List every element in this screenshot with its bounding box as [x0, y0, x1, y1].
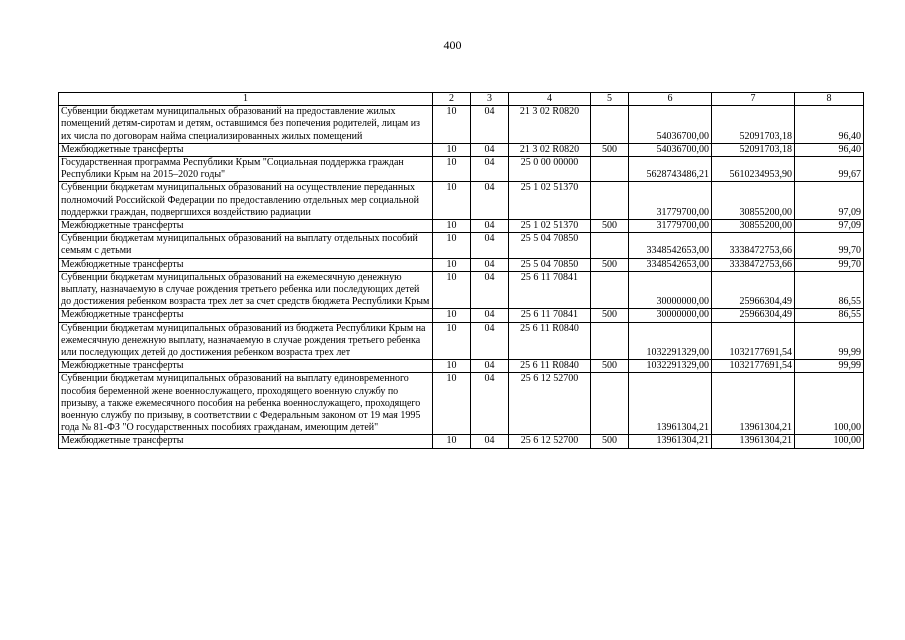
table-row [59, 258, 864, 271]
header-cell: 1 [59, 93, 433, 106]
executed-amount-cell: 52091703,18 [712, 143, 795, 156]
section-cell: 10 [433, 143, 471, 156]
name-cell: Государственная программа Республики Крым "Социальная поддержка граждан Республики Крым на 2015–2020 годы" [59, 157, 433, 182]
plan-amount-cell: 1032291329,00 [629, 322, 712, 360]
budget-table [58, 92, 864, 449]
subsection-cell: 04 [471, 182, 509, 220]
table-row [59, 322, 864, 360]
percent-cell: 100,00 [795, 435, 864, 448]
section-cell: 10 [433, 157, 471, 182]
table-row [59, 220, 864, 233]
plan-amount-cell: 31779700,00 [629, 220, 712, 233]
subsection-cell: 04 [471, 309, 509, 322]
header-cell: 5 [591, 93, 629, 106]
plan-amount-cell: 54036700,00 [629, 143, 712, 156]
subsection-cell: 04 [471, 233, 509, 258]
section-cell: 10 [433, 220, 471, 233]
name-cell: Межбюджетные трансферты [59, 360, 433, 373]
table-row [59, 143, 864, 156]
subsection-cell: 04 [471, 373, 509, 435]
section-cell: 10 [433, 373, 471, 435]
subsection-cell: 04 [471, 435, 509, 448]
target-article-cell: 25 0 00 00000 [509, 157, 591, 182]
plan-amount-cell: 1032291329,00 [629, 360, 712, 373]
subsection-cell: 04 [471, 106, 509, 144]
executed-amount-cell: 13961304,21 [712, 373, 795, 435]
percent-cell: 97,09 [795, 220, 864, 233]
percent-cell: 86,55 [795, 271, 864, 309]
plan-amount-cell: 54036700,00 [629, 106, 712, 144]
name-cell: Субвенции бюджетам муниципальных образований на осуществление переданных полномочий Российской Федерации по предоставлению отдельных мер социальной поддержки граждан, подвергшихся воздействию радиации [59, 182, 433, 220]
target-article-cell: 25 6 12 52700 [509, 373, 591, 435]
target-article-cell: 25 1 02 51370 [509, 220, 591, 233]
expense-type-cell [591, 233, 629, 258]
table-row [59, 435, 864, 448]
subsection-cell: 04 [471, 258, 509, 271]
table-row [59, 106, 864, 144]
expense-type-cell: 500 [591, 360, 629, 373]
percent-cell: 99,99 [795, 360, 864, 373]
subsection-cell: 04 [471, 271, 509, 309]
page-number: 400 [443, 38, 462, 52]
expense-type-cell: 500 [591, 435, 629, 448]
section-cell: 10 [433, 182, 471, 220]
executed-amount-cell: 30855200,00 [712, 220, 795, 233]
table-row [59, 360, 864, 373]
subsection-cell: 04 [471, 157, 509, 182]
table-row [59, 157, 864, 182]
plan-amount-cell: 31779700,00 [629, 182, 712, 220]
expense-type-cell [591, 157, 629, 182]
executed-amount-cell: 52091703,18 [712, 106, 795, 144]
expense-type-cell: 500 [591, 309, 629, 322]
section-cell: 10 [433, 435, 471, 448]
table-header-row [59, 93, 864, 106]
table-row [59, 373, 864, 435]
expense-type-cell [591, 373, 629, 435]
executed-amount-cell: 3338472753,66 [712, 258, 795, 271]
table-row [59, 233, 864, 258]
expense-type-cell: 500 [591, 220, 629, 233]
plan-amount-cell: 3348542653,00 [629, 258, 712, 271]
name-cell: Субвенции бюджетам муниципальных образований из бюджета Республики Крым на ежемесячную денежную выплату, назначаемую в случае рождения третьего ребенка или последующих детей до достижения ребенком возраста трех лет [59, 322, 433, 360]
plan-amount-cell: 30000000,00 [629, 309, 712, 322]
plan-amount-cell: 3348542653,00 [629, 233, 712, 258]
plan-amount-cell: 30000000,00 [629, 271, 712, 309]
percent-cell: 99,67 [795, 157, 864, 182]
executed-amount-cell: 3338472753,66 [712, 233, 795, 258]
name-cell: Субвенции бюджетам муниципальных образований на выплату единовременного пособия беременной жене военнослужащего, проходящего военную службу по призыву, а также ежемесячного пособия на ребенка военнослужащего, проходящего военную службу по призыву, в соответствии с Федеральным законом от 19 мая 1995 года № 81-ФЗ "О государственных пособиях гражданам, имеющим детей" [59, 373, 433, 435]
name-cell: Субвенции бюджетам муниципальных образований на выплату отдельных пособий семьям с детьми [59, 233, 433, 258]
percent-cell: 100,00 [795, 373, 864, 435]
subsection-cell: 04 [471, 143, 509, 156]
executed-amount-cell: 1032177691,54 [712, 360, 795, 373]
target-article-cell: 25 5 04 70850 [509, 233, 591, 258]
percent-cell: 96,40 [795, 106, 864, 144]
executed-amount-cell: 1032177691,54 [712, 322, 795, 360]
header-cell: 7 [712, 93, 795, 106]
subsection-cell: 04 [471, 220, 509, 233]
percent-cell: 96,40 [795, 143, 864, 156]
expense-type-cell [591, 271, 629, 309]
name-cell: Межбюджетные трансферты [59, 143, 433, 156]
expense-type-cell [591, 322, 629, 360]
percent-cell: 97,09 [795, 182, 864, 220]
table-row [59, 271, 864, 309]
executed-amount-cell: 25966304,49 [712, 271, 795, 309]
section-cell: 10 [433, 106, 471, 144]
name-cell: Межбюджетные трансферты [59, 220, 433, 233]
target-article-cell: 25 6 11 R0840 [509, 322, 591, 360]
expense-type-cell [591, 182, 629, 220]
percent-cell: 99,70 [795, 233, 864, 258]
executed-amount-cell: 13961304,21 [712, 435, 795, 448]
target-article-cell: 25 5 04 70850 [509, 258, 591, 271]
target-article-cell: 21 3 02 R0820 [509, 106, 591, 144]
plan-amount-cell: 13961304,21 [629, 435, 712, 448]
name-cell: Межбюджетные трансферты [59, 258, 433, 271]
target-article-cell: 21 3 02 R0820 [509, 143, 591, 156]
target-article-cell: 25 6 11 R0840 [509, 360, 591, 373]
percent-cell: 99,70 [795, 258, 864, 271]
section-cell: 10 [433, 233, 471, 258]
section-cell: 10 [433, 271, 471, 309]
name-cell: Межбюджетные трансферты [59, 309, 433, 322]
target-article-cell: 25 6 11 70841 [509, 271, 591, 309]
target-article-cell: 25 6 12 52700 [509, 435, 591, 448]
header-cell: 6 [629, 93, 712, 106]
name-cell: Субвенции бюджетам муниципальных образований на ежемесячную денежную выплату, назначаемую в случае рождения третьего ребенка или последующих детей до достижения ребенком возраста трех лет за счет средств бюджета Республики Крым [59, 271, 433, 309]
section-cell: 10 [433, 322, 471, 360]
name-cell: Субвенции бюджетам муниципальных образований на предоставление жилых помещений детям-сиротам и детям, оставшимся без попечения родителей, лицам из их числа по договорам найма специализированных жилых помещений [59, 106, 433, 144]
target-article-cell: 25 6 11 70841 [509, 309, 591, 322]
subsection-cell: 04 [471, 322, 509, 360]
section-cell: 10 [433, 360, 471, 373]
plan-amount-cell: 13961304,21 [629, 373, 712, 435]
target-article-cell: 25 1 02 51370 [509, 182, 591, 220]
table-row [59, 309, 864, 322]
expense-type-cell: 500 [591, 258, 629, 271]
percent-cell: 86,55 [795, 309, 864, 322]
header-cell: 3 [471, 93, 509, 106]
percent-cell: 99,99 [795, 322, 864, 360]
table-row [59, 182, 864, 220]
subsection-cell: 04 [471, 360, 509, 373]
executed-amount-cell: 25966304,49 [712, 309, 795, 322]
expense-type-cell [591, 106, 629, 144]
header-cell: 8 [795, 93, 864, 106]
section-cell: 10 [433, 309, 471, 322]
section-cell: 10 [433, 258, 471, 271]
executed-amount-cell: 5610234953,90 [712, 157, 795, 182]
expense-type-cell: 500 [591, 143, 629, 156]
plan-amount-cell: 5628743486,21 [629, 157, 712, 182]
header-cell: 2 [433, 93, 471, 106]
executed-amount-cell: 30855200,00 [712, 182, 795, 220]
name-cell: Межбюджетные трансферты [59, 435, 433, 448]
header-cell: 4 [509, 93, 591, 106]
